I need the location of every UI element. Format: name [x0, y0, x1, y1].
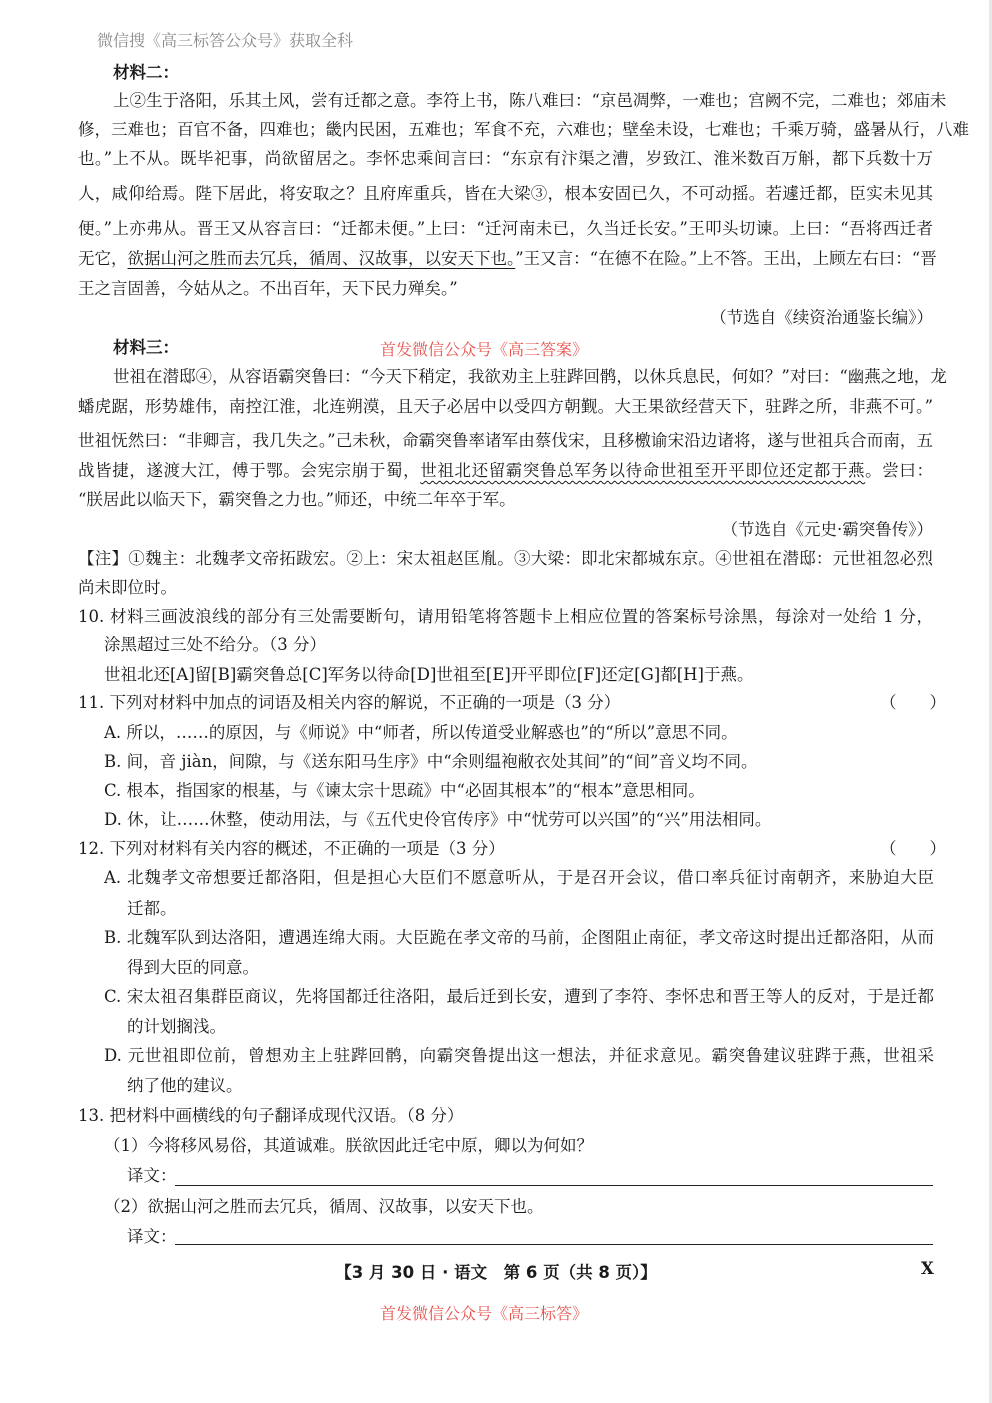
material3-line: 世祖在潜邸④，从容语霸突鲁曰：“今天下稍定，我欲劝主上驻跸回鹘，以休兵息民，何如？”对曰：“幽燕之地，龙	[113, 367, 947, 386]
q12-answer-paren[interactable]: （ ）	[880, 839, 946, 858]
wavy-underlined-sentence: 世祖北还留霸突鲁总军务以待命世祖至开平即位还定都于燕	[420, 461, 866, 480]
q10-sentence: 世祖北还[A]留[B]霸突鲁总[C]军务以待命[D]世祖至[E]开平即位[F]还定[G]都[H]于燕。	[104, 665, 754, 684]
text: ”王又言：“在德不在险。”上不答。王出，上顾左右曰：“晋	[515, 249, 937, 268]
material3-source: （节选自《元史·霸突鲁传》）	[721, 520, 933, 539]
material3-line: 世祖怃然曰：“非卿言，我几失之。”己未秋，命霸突鲁率诸军由蔡伐宋，且移檄谕宋沿边诸将，遂与世祖兵合而南，五	[78, 431, 933, 450]
q13-sentence-2: （2）欲据山河之胜而去冗兵，循周、汉故事，以安天下也。	[104, 1197, 544, 1216]
q10-stem: 10. 材料三画波浪线的部分有三处需要断句，请用铅笔将答题卡上相应位置的答案标号涂黑，每涂对一处给 1 分，	[78, 607, 933, 626]
q12-option-d: 纳了他的建议。	[127, 1076, 243, 1095]
q12-option-b: B. 北魏军队到达洛阳，遭遇连绵大雨。大臣跪在孝文帝的马前，企图阻止南征，孝文帝这时提出迁都洛阳，从而	[104, 928, 934, 947]
q10-stem: 涂黑超过三处不给分。（3 分）	[104, 635, 326, 654]
q12-stem: 12. 下列对材料有关内容的概述，不正确的一项是（3 分）	[78, 839, 505, 858]
footer-mark: X	[921, 1259, 934, 1278]
material3-line: 蟠虎踞，形势雄伟，南控江淮，北连朔漠，且天子必居中以受四方朝觐。大王果欲经营天下，驻跸之所，非燕不可。”	[78, 397, 933, 416]
q11-answer-paren[interactable]: （ ）	[880, 693, 946, 712]
underlined-sentence: 欲据山河之胜而去冗兵，循周、汉故事，以安天下也。	[127, 249, 516, 268]
q11-stem: 11. 下列对材料中加点的词语及相关内容的解说，不正确的一项是（3 分）	[78, 693, 621, 712]
material2-line: 便。”上亦弗从。晋王又从容言曰：“迁都未便。”上曰：“迁河南未已，久当迁长安。”王叩头切谏。上曰：“吾将西迁者	[78, 219, 933, 238]
q11-option-b: B. 间，音 jiàn，间隙，与《送东阳马生序》中“余则缊袍敝衣处其间”的“间”音义均不同。	[104, 752, 758, 771]
q13-sentence-1: （1）今将移风易俗，其道诚难。朕欲因此迁宅中原，卿以为何如？	[104, 1136, 593, 1155]
answer-input-2[interactable]	[175, 1244, 933, 1245]
material2-heading: 材料二：	[113, 63, 179, 82]
notes-line: 尚未即位时。	[78, 578, 177, 597]
material2-line	[78, 248, 937, 270]
material2-line: 人，咸仰给焉。陛下居此，将安取之？且府库重兵，皆在大梁③，根本安固已久，不可动摇。若遽迁都，臣实未见其	[78, 184, 933, 203]
material2-line: 王之言固善，今姑从之。不出百年，天下民力殚矣。”	[78, 279, 458, 298]
q12-option-b: 得到大臣的同意。	[127, 958, 259, 977]
answer-input-1[interactable]	[175, 1185, 933, 1186]
watermark: 首发微信公众号《高三标答》	[380, 1304, 589, 1323]
text: 。尝曰：	[865, 461, 934, 480]
q12-option-a: 迁都。	[127, 899, 177, 918]
material2-source: （节选自《续资治通鉴长编》）	[710, 308, 933, 327]
watermark: 首发微信公众号《高三答案》	[380, 340, 589, 359]
q12-option-c: C. 宋太祖召集群臣商议，先将国都迁往洛阳，最后迁到长安，遭到了李符、李怀忠和晋王等人的反对，于是迁都	[104, 987, 934, 1006]
text: 战皆捷，遂渡大江，傅于鄂。会宪宗崩于蜀，	[78, 461, 421, 480]
q13-stem: 13. 把材料中画横线的句子翻译成现代汉语。（8 分）	[78, 1106, 464, 1125]
material3-heading: 材料三：	[113, 338, 179, 357]
watermark: 微信搜《高三标答公众号》获取全科	[97, 31, 354, 50]
material3-line	[78, 460, 933, 482]
material3-line: “朕居此以临天下，霸突鲁之力也。”师还，中统二年卒于军。	[78, 490, 516, 509]
material2-line: 上②生于洛阳，乐其土风，尝有迁都之意。李符上书，陈八难曰：“京邑凋弊，一难也；宫阙不完，二难也；郊庙未	[113, 91, 947, 110]
answer-label: 译文：	[127, 1166, 177, 1185]
q12-option-c: 的计划搁浅。	[127, 1017, 226, 1036]
q12-option-d: D. 元世祖即位前，曾想劝主上驻跸回鹘，向霸突鲁提出这一想法，并征求意见。霸突鲁建议驻跸于燕，世祖采	[104, 1046, 934, 1065]
q11-option-a: A. 所以，……的原因，与《师说》中“师者，所以传道受业解惑也”的“所以”意思不同。	[104, 723, 738, 742]
q11-option-d: D. 休，让……休整，使动用法，与《五代史伶官传序》中“忧劳可以兴国”的“兴”用法相同。	[104, 810, 772, 829]
page-footer: 【3 月 30 日 · 语文 第 6 页（共 8 页）】	[335, 1263, 657, 1282]
material2-line: 也。”上不从。既毕祀事，尚欲留居之。李怀忠乘间言曰：“东京有汴渠之漕，岁致江、淮米数百万斛，都下兵数十万	[78, 149, 933, 168]
text: 无它，	[78, 249, 128, 268]
q12-option-a: A. 北魏孝文帝想要迁都洛阳，但是担心大臣们不愿意听从，于是召开会议，借口率兵征讨南朝齐，来胁迫大臣	[104, 868, 934, 887]
notes-line: 【注】①魏主：北魏孝文帝拓跋宏。②上：宋太祖赵匡胤。③大梁：即北宋都城东京。④世祖在潜邸：元世祖忽必烈	[78, 549, 933, 568]
answer-label: 译文：	[127, 1227, 177, 1246]
material2-line: 修，三难也；百官不备，四难也；畿内民困，五难也；军食不充，六难也；壁垒未设，七难也；千乘万骑，盛暑从行，八难	[78, 120, 969, 139]
q11-option-c: C. 根本，指国家的根基，与《谏太宗十思疏》中“必固其根本”的“根本”意思相同。	[104, 781, 705, 800]
